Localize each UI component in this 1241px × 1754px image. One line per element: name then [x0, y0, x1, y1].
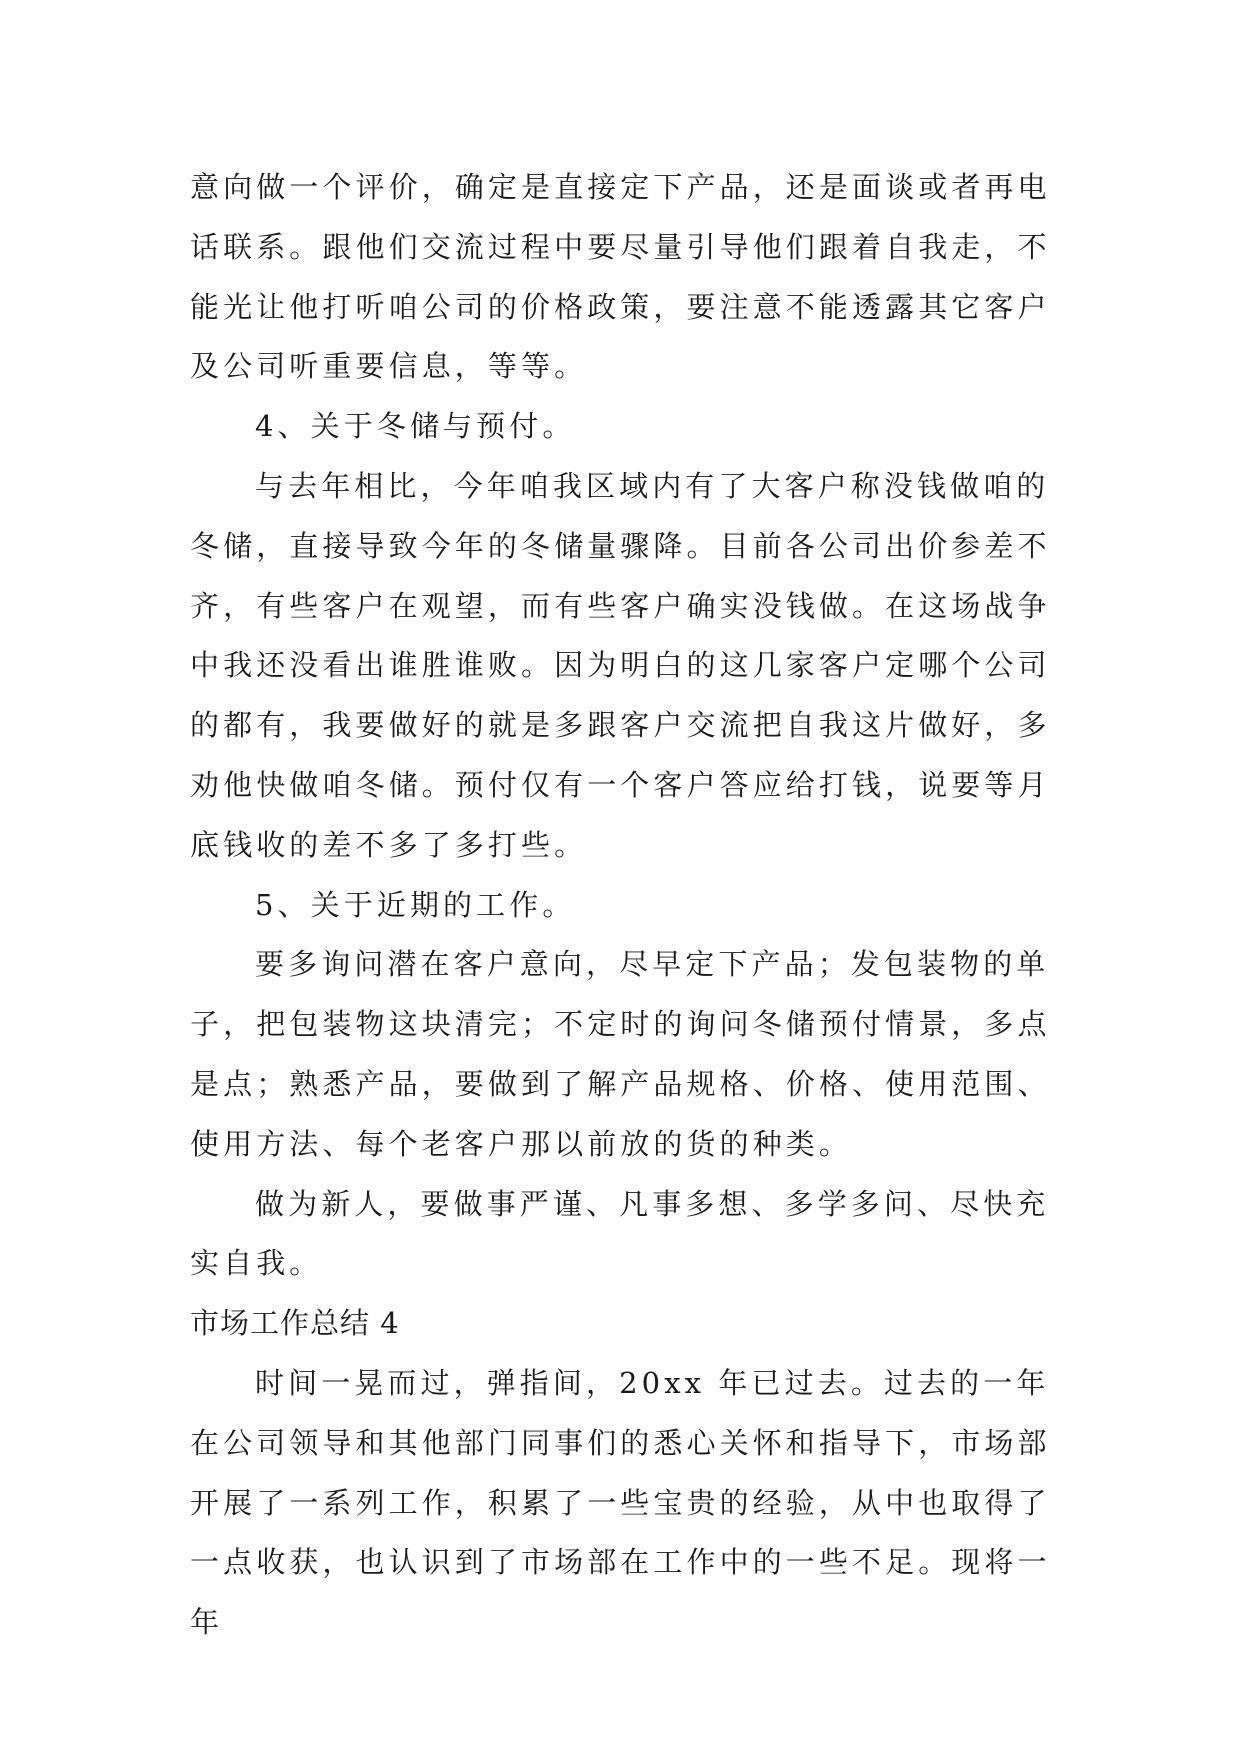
document-section-title: 市场工作总结 4 — [190, 1306, 400, 1341]
paragraph-client-evaluation: 意向做一个评价，确定是直接定下产品，还是面谈或者再电话联系。跟他们交流过程中要尽量引导他们跟着自我走，不能光让他打听咱公司的价格政策，要注意不能透露其它客户及公司听重要信息，等等。 — [190, 170, 1051, 384]
document-body — [190, 158, 1070, 1653]
section-heading-winter-storage: 4、关于冬储与预付。 — [255, 409, 576, 444]
paragraph-winter-storage: 与去年相比，今年咱我区域内有了大客户称没钱做咱的冬储，直接导致今年的冬储量骤降。目前各公司出价参差不齐，有些客户在观望，而有些客户确实没钱做。在这场战争中我还没看出谁胜谁败。因为明白的这几家客户定哪个公司的都有，我要做好的就是多跟客户交流把自我这片做好，多劝他快做咱冬储。预付仅有一个客户答应给打钱，说要等月底钱收的差不多了多打些。 — [190, 468, 1051, 862]
paragraph-year-summary: 时间一晃而过，弹指间，20xx 年已过去。过去的一年在公司领导和其他部门同事们的悉心关怀和指导下，市场部开展了一系列工作，积累了一些宝贵的经验，从中也取得了一点收获，也认识到了市场部在工作中的一些不足。现将一年 — [190, 1365, 1051, 1640]
section-heading-recent-work: 5、关于近期的工作。 — [255, 887, 576, 922]
paragraph-recent-work: 要多询问潜在客户意向，尽早定下产品；发包装物的单子，把包装物这块清完；不定时的询问冬储预付情景，多点是点；熟悉产品，要做到了解产品规格、价格、使用范围、使用方法、每个老客户那以前放的货的种类。 — [190, 947, 1051, 1161]
paragraph-new-employee: 做为新人，要做事严谨、凡事多想、多学多问、尽快充实自我。 — [190, 1186, 1050, 1281]
